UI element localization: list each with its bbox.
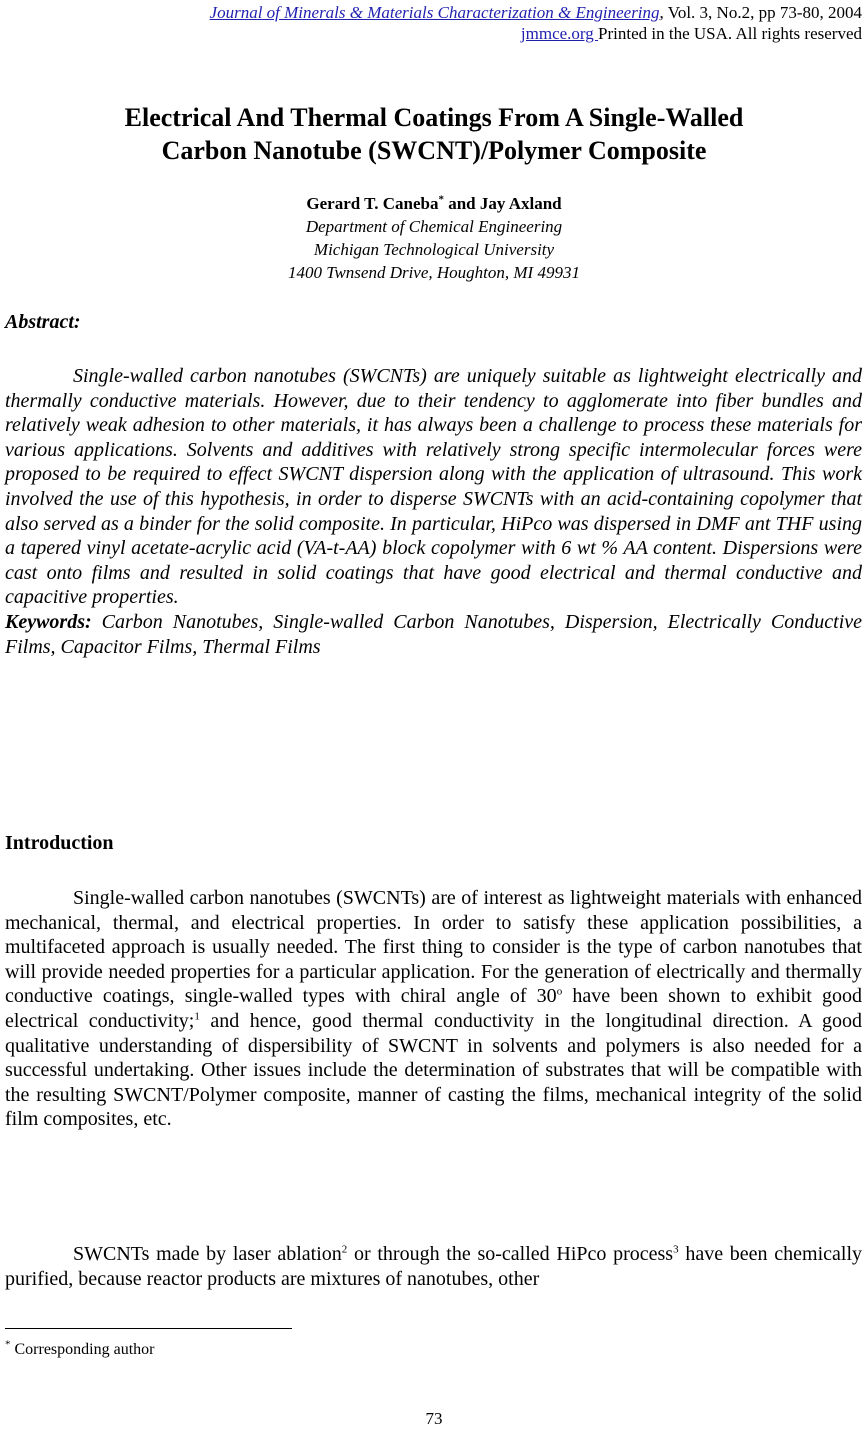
author-2: and Jay Axland [443,194,562,213]
ref-1: 1 [194,1010,200,1023]
journal-name-link[interactable]: Journal of Minerals & Materials Characterization & Engineering [209,3,660,22]
keywords-label: Keywords: [5,611,92,633]
site-line [210,23,862,44]
title-line-2: Carbon Nanotube (SWCNT)/Polymer Composite [161,136,707,165]
title-line-1: Electrical And Thermal Coatings From A Single-Walled [124,103,744,132]
page-number: 73 [425,1409,443,1428]
rights-text: Printed in the USA. All rights reserved [598,24,862,43]
site-link[interactable]: jmmce.org [520,24,599,43]
introduction-heading: Introduction [5,832,114,854]
corresponding-mark: * [438,193,444,206]
keywords-text: Carbon Nanotubes, Single-walled Carbon Nanotubes, Dispersion, Electrically Conductive Films, Capacitor Films, Thermal Films [5,611,862,658]
intro-p1-part-a: Single-walled carbon nanotubes (SWCNTs) are of interest as lightweight materials with enhanced mechanical, thermal, and electrical properties. In order to satisfy these application possibilities, a multifaceted approach is usually needed. The first thing to consider is the type of carbon nanotubes that will provide needed properties for a particular application. For the generation of electrically and thermally conductive coatings, single-walled types with chiral angle of 30 [5,887,862,1008]
university: Michigan Technological University [313,240,555,259]
intro-paragraph-1 [5,886,862,1132]
paper-title [0,101,868,167]
intro-p1-part-b: have been shown to exhibit good electrical conductivity; [5,985,862,1032]
footnote-divider [5,1328,292,1329]
footnote-mark: * [5,1338,11,1351]
footnote [5,1338,155,1359]
journal-citation-line [210,2,862,23]
abstract-text: Single-walled carbon nanotubes (SWCNTs) are uniquely suitable as lightweight electrically and thermally conductive materials. However, due to their tendency to agglomerate into fiber bundles and relatively weak adhesion to other materials, it has always been a challenge to process these materials for various applications. Solvents and additives with relatively strong specific intermolecular forces were proposed to be required to effect SWCNT dispersion along with the application of ultrasound. This work involved the use of this hypothesis, in order to disperse SWCNTs with an acid-containing copolymer that also served as a binder for the solid composite. In particular, HiPco was dispersed in DMF ant THF using a tapered vinyl acetate-acrylic acid (VA-t-AA) block copolymer with 6 wt % AA content. Dispersions were cast onto films and resulted in solid coatings that have good electrical and thermal conductive and capacitive properties. [5,365,862,609]
intro-p2-part-c: have been chemically purified, because reactor products are mixtures of nanotubes, other [5,1243,863,1290]
ref-2: 2 [341,1243,348,1256]
footnote-text: Corresponding author [10,1341,155,1358]
intro-p1-part-c: and hence, good thermal conductivity in the longitudinal direction. A good qualitative understanding of dispersibility of SWCNT in solvents and polymers is also needed for a successful undertaking. Other issues include the determination of substrates that will be compatible with the resulting SWCNT/Polymer composite, manner of casting the films, mechanical integrity of the solid film composites, etc. [5,1009,862,1131]
keywords [5,610,862,659]
intro-paragraph-2 [5,1242,862,1291]
volume-info: , Vol. 3, No.2, pp 73-80, 2004 [659,3,862,22]
author-block [0,192,868,284]
abstract-heading: Abstract: [5,311,81,333]
intro-p2-part-b: or through the so-called HiPco process [347,1243,674,1265]
author-1: Gerard T. Caneba [306,194,439,213]
author-names [0,192,868,215]
degree-mark: o [556,985,563,998]
department: Department of Chemical Engineering [305,217,563,236]
ref-3: 3 [673,1243,679,1256]
intro-p2-part-a: SWCNTs made by laser ablation [73,1243,342,1265]
address: 1400 Twnsend Drive, Houghton, MI 49931 [288,263,580,282]
journal-header [210,2,862,44]
